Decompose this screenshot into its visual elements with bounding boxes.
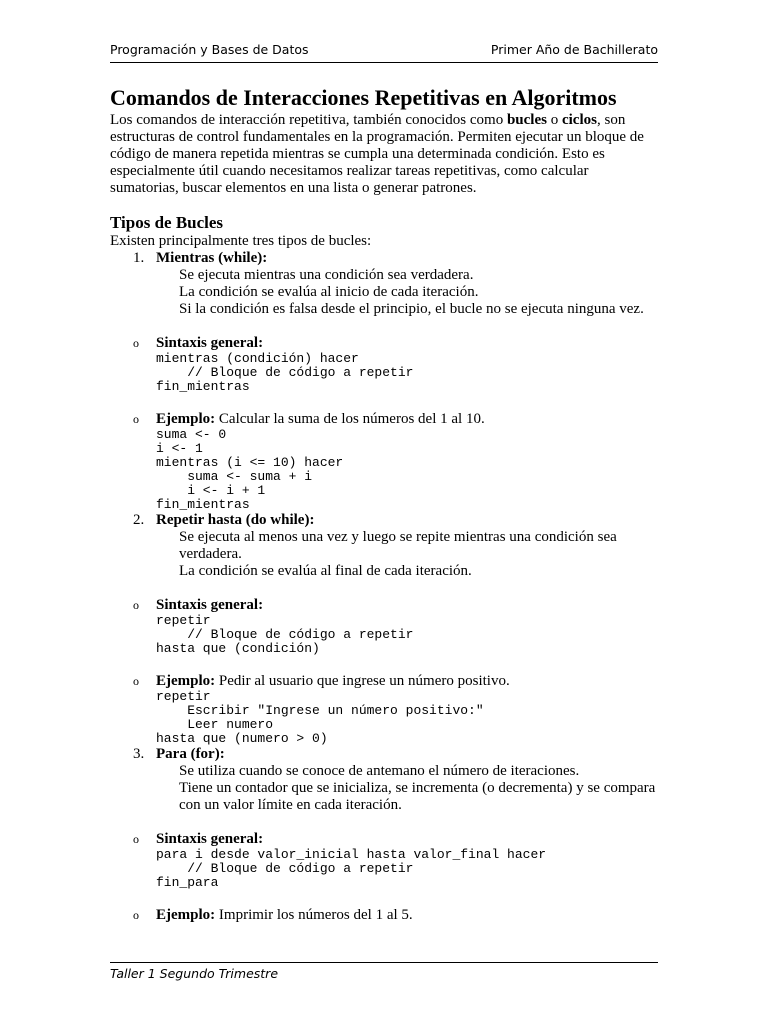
intro-bold-ciclos: ciclos <box>561 112 597 128</box>
example-label: Ejemplo: <box>156 411 216 427</box>
loop-type-do-while <box>110 512 658 580</box>
syntax-block <box>110 831 658 890</box>
loop-type-while <box>110 250 658 318</box>
example-label: Ejemplo: <box>156 673 216 689</box>
syntax-label: Sintaxis general: <box>156 597 264 613</box>
item-name: Mientras (while): <box>156 250 268 266</box>
page-footer: Taller 1 Segundo Trimestre <box>110 962 658 981</box>
section-title: Tipos de Bucles <box>110 213 224 232</box>
syntax-code: para i desde valor_inicial hasta valor_final hacer // Bloque de código a repetir fin_para <box>156 847 547 890</box>
desc-line: Tiene un contador que se inicializa, se incrementa (o decrementa) y se compara con un valor límite en cada iteración. <box>179 780 656 813</box>
intro-text-1: Los comandos de interacción repetitiva, también conocidos como <box>110 112 507 128</box>
desc-line: Se ejecuta al menos una vez y luego se repite mientras una condición sea verdadera. <box>179 529 617 562</box>
bullet-marker: o <box>133 412 139 426</box>
syntax-label: Sintaxis general: <box>156 335 264 351</box>
intro-paragraph <box>110 112 658 197</box>
bullet-marker: o <box>133 598 139 612</box>
bullet-marker: o <box>133 832 139 846</box>
example-code: repetir Escribir "Ingrese un número positivo:" Leer numero hasta que (numero > 0) <box>156 689 484 746</box>
intro-bold-bucles: bucles <box>506 112 547 128</box>
section-lead: Existen principalmente tres tipos de bucles: <box>110 233 372 249</box>
example-text: Pedir al usuario que ingrese un número positivo. <box>215 673 510 689</box>
document-body <box>110 86 658 924</box>
desc-line: Se ejecuta mientras una condición sea verdadera. <box>179 267 474 283</box>
desc-line: Se utiliza cuando se conoce de antemano el número de iteraciones. <box>179 763 580 779</box>
desc-line: La condición se evalúa al final de cada iteración. <box>179 563 472 579</box>
example-label: Ejemplo: <box>156 907 216 923</box>
item-description <box>156 529 658 580</box>
page-header <box>110 42 658 63</box>
syntax-code: mientras (condición) hacer // Bloque de código a repetir fin_mientras <box>156 351 414 394</box>
header-course: Programación y Bases de Datos <box>110 42 309 57</box>
loop-type-for <box>110 746 658 814</box>
item-name: Para (for): <box>156 746 225 762</box>
item-description <box>156 267 658 318</box>
item-number: 2. <box>133 512 145 528</box>
syntax-block <box>110 335 658 394</box>
intro-text-3: , son estructuras de control fundamentales en la programación. Permiten ejecutar un bloque de código de manera repetida mientras se cumpla una determinada condición. Esto es especialmente útil cuando necesitamos realizar tareas repetitivas, como calcular sumatorias, buscar elementos en una lista o generar patrones. <box>110 112 644 196</box>
example-text: Imprimir los números del 1 al 5. <box>215 907 413 923</box>
example-block <box>110 673 658 746</box>
bullet-marker: o <box>133 336 139 350</box>
item-description <box>156 763 658 814</box>
example-block <box>110 411 658 512</box>
item-name: Repetir hasta (do while): <box>156 512 315 528</box>
syntax-code: repetir // Bloque de código a repetir hasta que (condición) <box>156 613 414 656</box>
syntax-block <box>110 597 658 656</box>
example-code: suma <- 0 i <- 1 mientras (i <= 10) hacer suma <- suma + i i <- i + 1 fin_mientras <box>156 427 344 512</box>
header-grade: Primer Año de Bachillerato <box>490 42 658 57</box>
intro-text-2: o <box>546 112 562 128</box>
desc-line: Si la condición es falsa desde el principio, el bucle no se ejecuta ninguna vez. <box>179 301 644 317</box>
bullet-marker: o <box>133 674 139 688</box>
item-number: 3. <box>133 746 145 762</box>
example-block <box>110 907 658 924</box>
syntax-label: Sintaxis general: <box>156 831 264 847</box>
bullet-marker: o <box>133 908 139 922</box>
page-title: Comandos de Interacciones Repetitivas en Algoritmos <box>110 85 617 110</box>
item-number: 1. <box>133 250 145 266</box>
example-text: Calcular la suma de los números del 1 al 10. <box>215 411 485 427</box>
desc-line: La condición se evalúa al inicio de cada iteración. <box>179 284 479 300</box>
